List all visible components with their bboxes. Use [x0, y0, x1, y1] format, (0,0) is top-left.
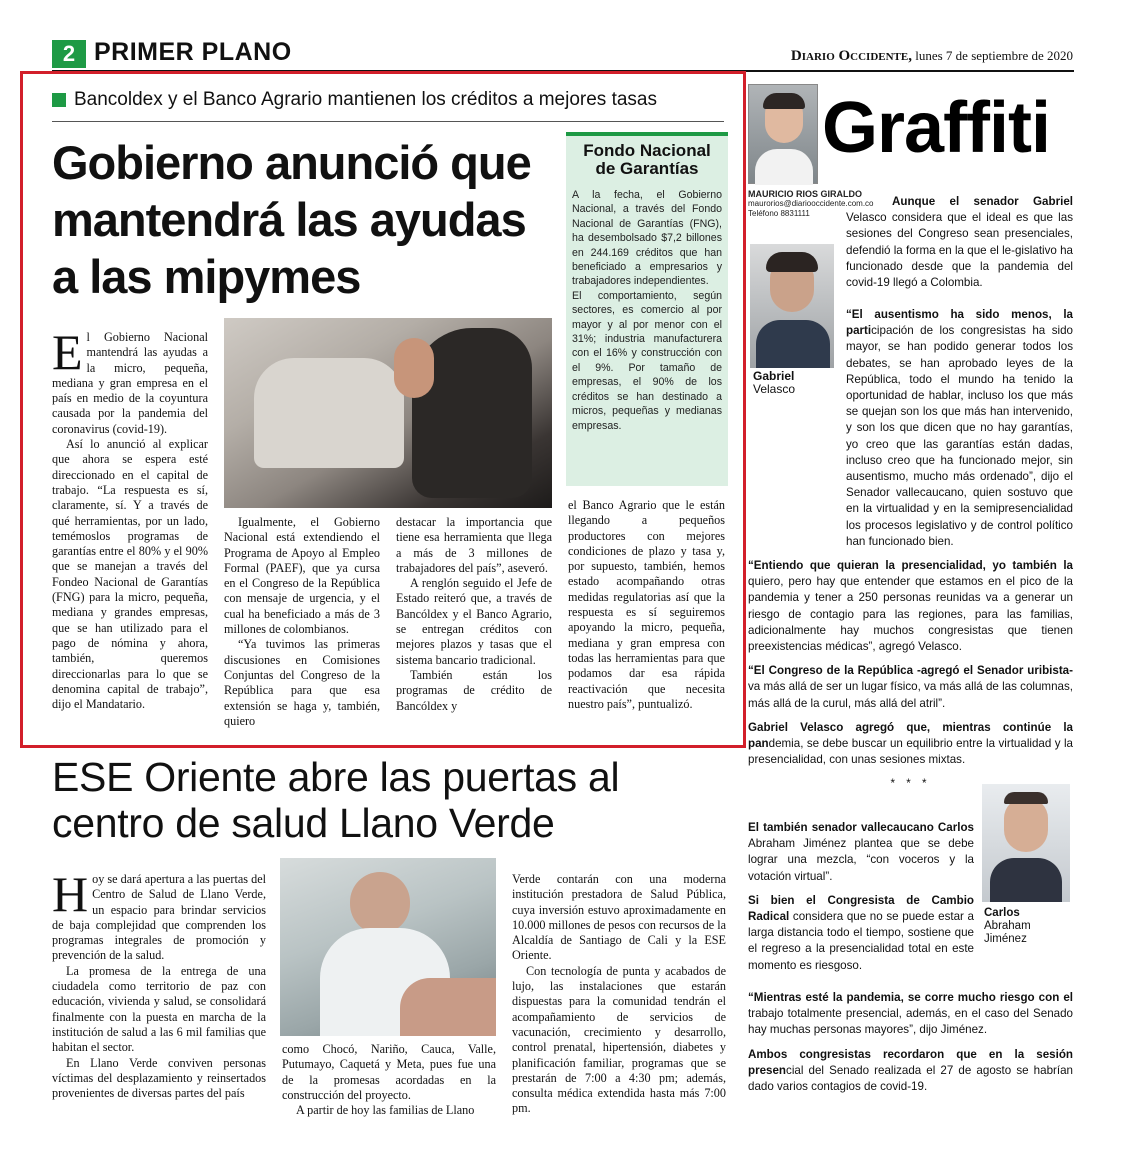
highlight-frame: [20, 71, 746, 748]
lead-col3-p1: destacar la importancia que tiene esa herramienta que llega a más de 3 millones de trabajadores del país”, aseveró.: [396, 515, 552, 575]
paper-name: Diario Occidente,: [790, 48, 912, 64]
graffiti-bold: Ambos congresistas recordaron que en la sesión presen: [748, 1047, 1073, 1077]
second-col1-p1-text: oy se dará apertura a las puertas del Centro de Salud de Llano Verde, un espacio para brindar servicios de baja complejidad que comprenden los programas integrales de promoción y prevención de la salud.: [52, 872, 266, 963]
carlos-abraham-jimenez-photo: [982, 784, 1070, 902]
graffiti-paragraph: [748, 720, 1073, 769]
dentist-photo: [280, 858, 496, 1036]
photo-shape: [1004, 798, 1048, 852]
graffiti-text: va más allá de ser un lugar físico, va más allá de las columnas, más allá de la curul, más allá del atril”.: [748, 680, 1073, 710]
photo-shape: [350, 872, 410, 934]
columnist-email: maurorios@diariooccidente.com.co: [748, 199, 874, 208]
fondo-paragraph: El comportamiento, según sectores, es comercio al por mayor y al por menor con el 31%; industria manufacturera con el 16% y construcción con el 9%. Por tamaño de empresas, el 90% de los créditos se han destinado a micros, pequeñas y medianas empresas.: [572, 289, 722, 432]
graffiti-bold: Aunque el senador Gabriel: [892, 195, 1073, 208]
caption-last: Jiménez: [984, 933, 1027, 945]
graffiti-bold: “Entiendo que quieran la presencialidad, yo también la: [748, 559, 1073, 573]
graffiti-body: [748, 307, 1073, 801]
kicker-text: Bancoldex y el Banco Agrario mantienen los créditos a mejores tasas: [74, 89, 657, 110]
second-column-3: [512, 872, 726, 1117]
lead-col2-p2: “Ya tuvimos las primeras discusiones en Comisiones Conjuntas del Congreso de la República para que esa extensión se haga y, también, quiero: [224, 637, 380, 728]
graffiti-bold: El también senador vallecaucano Carlos: [748, 821, 974, 834]
graffiti-text: Velasco considera que el ideal es que las sesiones del Congreso sean presenciales, defendió la forma en la que el le-gislativo ha funcionado desde que la pandemia del covid-19 llegó a Colombia.: [846, 211, 1073, 290]
photo-shape: [400, 978, 496, 1036]
lead-col1-p2: Así lo anunció al explicar que ahora se espera esté direccionado en el capital de trabajo. “La respuesta es sí, claramente, sí. Y a través de qué herramientas, por un lado, temémoslos programas de garantías entre el 80% y el 90% que se manejan a través del Fondeo Nacional de Garantías (FNG) para la micro, pequeña, mediana y grandes empresas, que se han utilizado para el pago de nómina y ahora, también, queremos direccionarlas para lo que se denomina capital de trabajo”, dijo el Mandatario.: [52, 437, 208, 712]
graffiti-bold: “Mientras esté la pandemia, se corre mucho riesgo con el: [748, 991, 1073, 1004]
section-title: PRIMER PLANO: [94, 38, 292, 66]
caption-last: Velasco: [753, 382, 796, 396]
caption-middle: Abraham: [984, 920, 1031, 932]
graffiti-text: Abraham Jiménez plantea que se debe lograr una mezcla, “con voceros y la votación virtual”.: [748, 837, 974, 883]
dropcap: H: [52, 866, 89, 922]
fondo-title: Fondo Nacional de Garantías: [583, 141, 711, 178]
photo-shape: [766, 252, 818, 272]
second-col3-p1: Verde contarán con una moderna institución prestadora de Salud Pública, cuya inversión estuvo aproximadamente en 10.000 millones de pesos con recursos de la Alcaldía de Santiago de Cali y la ESE Oriente.: [512, 872, 726, 963]
carlos-abraham-jimenez-caption: [984, 907, 1031, 946]
second-col3-p2: Con tecnología de punta y acabados de lujo, las instalaciones que estarán dispuestas para la comunidad tendrán el acompañamiento de servicios de vacunación, crecimiento y desarrollo, control prenatal, hipertensión, diabetes y planificación familiar, programas que se prestarán de 7:00 a 4:30 pm; además, consulta médica extendida hasta más 7:00 pm.: [512, 963, 726, 1116]
graffiti-text: demia, se debe buscar un equilibrio entre la virtualidad y la presencialidad, con unas sesiones mixtas.: [748, 737, 1073, 767]
graffiti-text: considera que no se puede estar a larga distancia todo el tiempo, sostiene que el regreso a la presencialidad total en este momento es riesgoso.: [748, 910, 974, 972]
dropcap: E: [52, 324, 83, 380]
page-number: 2: [52, 40, 86, 68]
graffiti-bold: “El ausentismo ha sido menos, la parti: [846, 308, 1073, 338]
graffiti-body-2: [748, 820, 974, 982]
graffiti-title: Graffiti: [822, 88, 1051, 168]
caption-first: Gabriel: [753, 369, 795, 383]
graffiti-paragraph: [748, 558, 1073, 655]
graffiti-paragraph: [846, 194, 1073, 291]
photo-shape: [1004, 792, 1048, 804]
graffiti-paragraph: [748, 820, 974, 885]
lead-col2-p1: Igualmente, el Gobierno Nacional está extendiendo el Programa de Apoyo al Empleo Formal (PAEF), que ya cursa en el Congreso de la República con mensaje de urgencia, y el cual ha beneficiado a más de 3 millones de colombianos.: [224, 515, 380, 637]
graffiti-paragraph: [748, 1047, 1073, 1096]
issue-date: lunes 7 de septiembre de 2020: [911, 48, 1073, 63]
second-headline: ESE Oriente abre las puertas al centro de salud Llano Verde: [52, 754, 620, 846]
lead-col3-p2: A renglón seguido el Jefe de Estado reiteró que, a través de Bancóldex y el Banco Agrario, se entregan créditos con mejores plazos y tasas que el sistema bancario tradicional.: [396, 576, 552, 667]
second-col1-p1: [52, 866, 266, 964]
second-col2-p1: como Chocó, Nariño, Cauca, Valle, Putumayo, Caquetá y Meta, pues fue una de la promesas acordadas en la construcción del proyecto.: [282, 1042, 496, 1102]
photo-shape: [763, 93, 805, 109]
columnist-name: MAURICIO RIOS GIRALDO: [748, 189, 862, 199]
lead-col3-p3: También están los programas de crédito de Bancóldex y: [396, 667, 552, 713]
fondo-paragraph: A la fecha, el Gobierno Nacional, a través del Fondo Nacional de Garantías (FNG), ha desembolsado $7,2 billones en 244.169 créditos que han beneficiado a empresarios y trabajadores independientes.: [572, 189, 722, 288]
caption-first: Carlos: [984, 907, 1020, 919]
graffiti-bold: “El Congreso de la República -agregó el Senador uribista-: [748, 664, 1073, 678]
section-separator: * * *: [890, 777, 931, 791]
lead-col4-p1: el Banco Agrario que le están llegando a pequeños productores con mejores condiciones de plazo y tasa y, por supuesto, también, hemos estado acompañando otras medidas regulatorias así que la respuesta es sí seguiremos apoyando la micro, pequeña, mediana y gran empresa con todas las herramientas para que podamos dar esa rápida reactivación que necesita nuestro país”, puntualizó.: [568, 498, 725, 711]
graffiti-text: trabajo totalmente presencial, además, en el caso del Senado hay muchas personas mayores”, dijo Jiménez.: [748, 1007, 1073, 1037]
graffiti-text: cial del Senado realizada el 27 de agosto se habrían dado varios contagios de covid-19.: [748, 1063, 1073, 1094]
graffiti-text: quiero, pero hay que entender que estamos en el pico de la pandemia y tener a 250 personas reunidas va a generar un riesgo de contagio para las regiones, para las familias, adicionalmente hay muchos congresistas que tienen preexistencias médicas”, agregó Velasco.: [748, 575, 1073, 654]
second-column-2: [282, 1042, 496, 1118]
lead-headline: Gobierno anunció que mantendrá las ayudas a las mipymes: [52, 136, 531, 303]
second-col1-p3: En Llano Verde conviven personas víctimas del desplazamiento y reinsertados provenientes de diversas partes del país: [52, 1055, 266, 1101]
graffiti-paragraph: [748, 663, 1073, 712]
photo-shape: [755, 149, 813, 185]
photo-shape: [990, 858, 1062, 902]
graffiti-bold: Gabriel Velasco agregó que, mientras continúe la pan: [748, 720, 1073, 751]
second-column-1: [52, 866, 266, 1101]
second-col1-p2: La promesa de la entrega de una ciudadela como territorio de paz con educación, vivienda y salud, se consolidará finalmente con la puesta en marcha de la institución de salud a las 6 mil familias que habitan el sector.: [52, 963, 266, 1055]
graffiti-text: cipación de los congresistas ha sido mayor, se han podido generar todos los debates, se han aprobado leyes de la República, todo el mundo ha tenido la oportunidad de hablar, incluso los que más se quejan son los que más han intervenido, y son los que dicen que no hay garantías, yo creo que las garantías están dadas, incluso creo que ha funcionado mejor, sin ausentismo, mucho más ordenado”, dijo el Senador vallecaucano, quien sostuvo que en la virtualidad y en la semipresencialidad los procesos legislativo y de control político han funcionado bien.: [846, 324, 1073, 548]
second-col2-p2: A partir de hoy las familias de Llano: [296, 1103, 475, 1118]
graffiti-body-3: [748, 990, 1073, 1103]
graffiti-p1-wrapped: [846, 194, 1073, 291]
graffiti-paragraph: [748, 307, 1073, 550]
columnist-phone: Teléfono 8831111: [748, 209, 810, 218]
graffiti-paragraph: [748, 990, 1073, 1039]
lead-col1-p1-text: l Gobierno Nacional mantendrá las ayudas a la micro, pequeña, mediana y gran empresa en el país en medio de la coyuntura causada por la pandemia del coronavirus (covid-19).: [52, 330, 208, 436]
graffiti-bold: Si bien el Congresista de Cambio Radical: [748, 893, 974, 924]
columnist-photo: [748, 84, 818, 184]
graffiti-paragraph: [748, 893, 974, 974]
dateline: [791, 48, 1073, 65]
